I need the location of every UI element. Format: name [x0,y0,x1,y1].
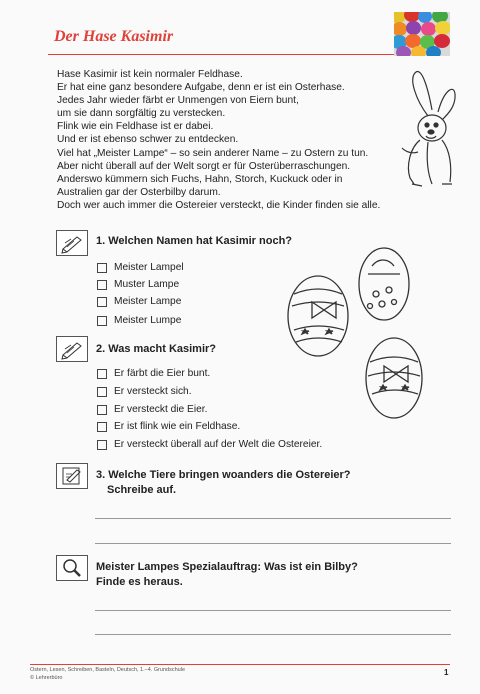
magnifier-icon [56,555,88,581]
answer-line[interactable] [95,518,451,519]
option-label: Meister Lampe [114,296,182,307]
intro-line: Anderswo kümmern sich Fuchs, Hahn, Storch, Kuckuck oder in [57,173,343,185]
intro-line: Jedes Jahr wieder färbt er Unmengen von Eiern bunt, [57,95,299,107]
option-meister-lampe[interactable] [97,296,181,307]
question-2-title: 2. Was macht Kasimir? [96,343,217,355]
option-meister-lampel[interactable] [97,262,184,273]
intro-line: Er hat eine ganz besondere Aufgabe, denn er ist ein Osterhase. [57,82,345,94]
answer-line[interactable] [95,610,451,611]
footer-rule [30,664,450,665]
answer-line[interactable] [95,543,451,544]
special-task-title [96,560,358,590]
option-versteckt-ueberall[interactable] [97,439,322,450]
checkbox[interactable] [97,280,107,290]
option-flink[interactable] [97,421,240,432]
intro-line: Aber nicht überall auf der Welt sorgt er für Osterüberraschungen. [57,160,351,172]
answer-line[interactable] [95,634,451,635]
special-task-line-2: Finde es heraus. [96,576,183,588]
option-meister-lumpe[interactable] [97,315,181,326]
question-1-title: 1. Welchen Namen hat Kasimir noch? [96,235,293,247]
checkbox[interactable] [97,263,107,273]
option-versteckt-eier[interactable] [97,404,207,415]
easter-eggs-photo [394,12,450,56]
option-label: Er versteckt die Eier. [114,404,208,415]
checkbox[interactable] [97,369,107,379]
page-title: Der Hase Kasimir [54,28,174,45]
footer-subjects: Ostern, Lesen, Schreiben, Basteln, Deutsch, 1.–4. Grundschule [30,667,186,673]
intro-line: Doch wer auch immer die Ostereier versteckt, die Kinder finden sie alle. [57,199,381,211]
checkbox[interactable] [97,387,107,397]
checkbox[interactable] [97,440,107,450]
question-3-title [96,468,351,498]
checkbox[interactable] [97,297,107,307]
intro-line: Viel hat „Meister Lampe“ – so sein anderer Name – zu Ostern zu tun. [57,147,369,159]
option-label: Er ist flink wie ein Feldhase. [114,421,241,432]
title-bar [48,20,394,55]
option-label: Muster Lampe [114,279,180,290]
option-muster-lampe[interactable] [97,279,179,290]
option-label: Er färbt die Eier bunt. [114,368,211,379]
intro-line: um sie dann sorgfältig zu verstecken. [57,108,226,120]
option-faerbt-eier[interactable] [97,368,210,379]
option-label: Meister Lampel [114,262,184,273]
question-3-line-1: 3. Welche Tiere bringen woanders die Ostereier? [96,469,351,481]
option-label: Meister Lumpe [114,315,182,326]
option-versteckt-sich[interactable] [97,386,192,397]
intro-text [57,68,417,212]
question-3-line-2: Schreibe auf. [107,484,177,496]
pencil-icon [56,230,88,256]
pencil-icon [56,336,88,362]
checkbox[interactable] [97,405,107,415]
intro-line: Australien gar der Osterbilby darum. [57,186,221,198]
footer-copyright: © Lehrerbüro [30,675,63,681]
option-label: Er versteckt überall auf der Welt die Ostereier. [114,439,323,450]
easter-eggs-illustration [284,244,434,424]
writing-hand-icon [56,463,88,489]
checkbox[interactable] [97,316,107,326]
option-label: Er versteckt sich. [114,386,192,397]
intro-line: Flink wie ein Feldhase ist er dabei. [57,121,214,133]
intro-line: Und er ist ebenso schwer zu entdecken. [57,134,239,146]
hare-illustration [398,70,456,188]
checkbox[interactable] [97,422,107,432]
page-number: 1 [444,668,449,677]
special-task-line-1: Meister Lampes Spezialauftrag: Was ist ein Bilby? [96,561,358,573]
intro-line: Hase Kasimir ist kein normaler Feldhase. [57,69,243,80]
